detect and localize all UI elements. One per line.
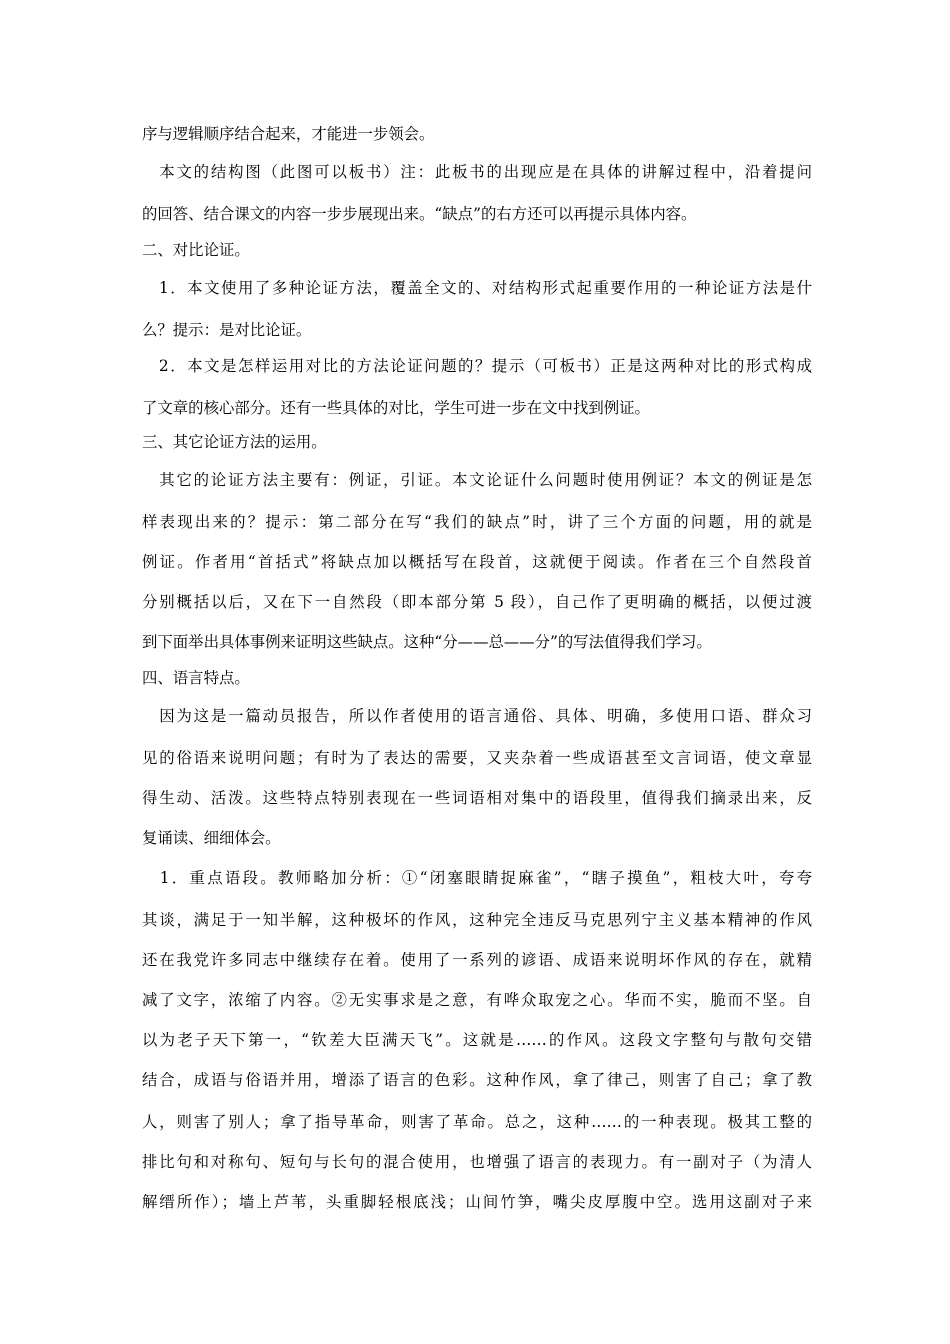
text-line: 1．本文使用了多种论证方法，覆盖全文的、对结构形式起重要作用的一种论证方法是什 bbox=[142, 279, 812, 297]
text-line: 的回答、结合课文的内容一步步展现出来。“缺点”的右方还可以再提示具体内容。 bbox=[142, 205, 697, 223]
text-line: 么？提示：是对比论证。 bbox=[142, 321, 312, 339]
text-line: 到下面举出具体事例来证明这些缺点。这种“分——总——分”的写法值得我们学习。 bbox=[142, 633, 712, 651]
section-heading: 四、语言特点。 bbox=[142, 669, 250, 687]
text-line: 序与逻辑顺序结合起来，才能进一步领会。 bbox=[142, 125, 435, 143]
text-line: 其它的论证方法主要有：例证，引证。本文论证什么问题时使用例证？本文的例证是怎 bbox=[142, 471, 812, 489]
text-line: 得生动、活泼。这些特点特别表现在一些词语相对集中的语段里，值得我们摘录出来，反 bbox=[142, 789, 812, 807]
text-line: 本文的结构图（此图可以板书）注：此板书的出现应是在具体的讲解过程中，沿着提问 bbox=[142, 163, 812, 181]
text-line: 因为这是一篇动员报告，所以作者使用的语言通俗、具体、明确，多使用口语、群众习 bbox=[142, 707, 812, 725]
text-line: 还在我党许多同志中继续存在着。使用了一系列的谚语、成语来说明坏作风的存在，就精 bbox=[142, 951, 812, 969]
text-line: 人，则害了别人；拿了指导革命，则害了革命。总之，这种……的一种表现。极其工整的 bbox=[142, 1113, 812, 1131]
text-line: 见的俗语来说明问题；有时为了表达的需要，又夹杂着一些成语甚至文言词语，使文章显 bbox=[142, 749, 812, 767]
text-line: 其谈，满足于一知半解，这种极坏的作风，这种完全违反马克思列宁主义基本精神的作风 bbox=[142, 911, 812, 929]
text-line: 复诵读、细细体会。 bbox=[142, 829, 281, 847]
section-heading: 三、其它论证方法的运用。 bbox=[142, 433, 327, 451]
text-line: 以为老子天下第一，“钦差大臣满天飞”。这就是……的作风。这段文字整句与散句交错 bbox=[142, 1031, 812, 1049]
text-line: 了文章的核心部分。还有一些具体的对比，学生可进一步在文中找到例证。 bbox=[142, 399, 650, 417]
text-line: 排比句和对称句、短句与长句的混合使用，也增强了语言的表现力。有一副对子（为清人 bbox=[142, 1153, 812, 1171]
text-line: 分别概括以后，又在下一自然段（即本部分第 5 段），自己作了更明确的概括，以便过渡 bbox=[142, 593, 812, 611]
text-line: 减了文字，浓缩了内容。②无实事求是之意，有哗众取宠之心。华而不实，脆而不坚。自 bbox=[142, 991, 812, 1009]
text-line: 例证。作者用“首括式”将缺点加以概括写在段首，这就便于阅读。作者在三个自然段首 bbox=[142, 553, 812, 571]
text-line: 解缙所作）；墙上芦苇，头重脚轻根底浅；山间竹笋，嘴尖皮厚腹中空。选用这副对子来 bbox=[142, 1193, 812, 1211]
section-heading: 二、对比论证。 bbox=[142, 241, 250, 259]
text-line: 结合，成语与俗语并用，增添了语言的色彩。这种作风，拿了律己，则害了自己；拿了教 bbox=[142, 1071, 812, 1089]
text-line: 2．本文是怎样运用对比的方法论证问题的？提示（可板书）正是这两种对比的形式构成 bbox=[142, 357, 812, 375]
text-line: 1．重点语段。教师略加分析：①“闭塞眼睛捉麻雀”，“瞎子摸鱼”，粗枝大叶，夸夸 bbox=[142, 869, 812, 887]
text-line: 样表现出来的？提示：第二部分在写“我们的缺点”时，讲了三个方面的问题，用的就是 bbox=[142, 513, 812, 531]
